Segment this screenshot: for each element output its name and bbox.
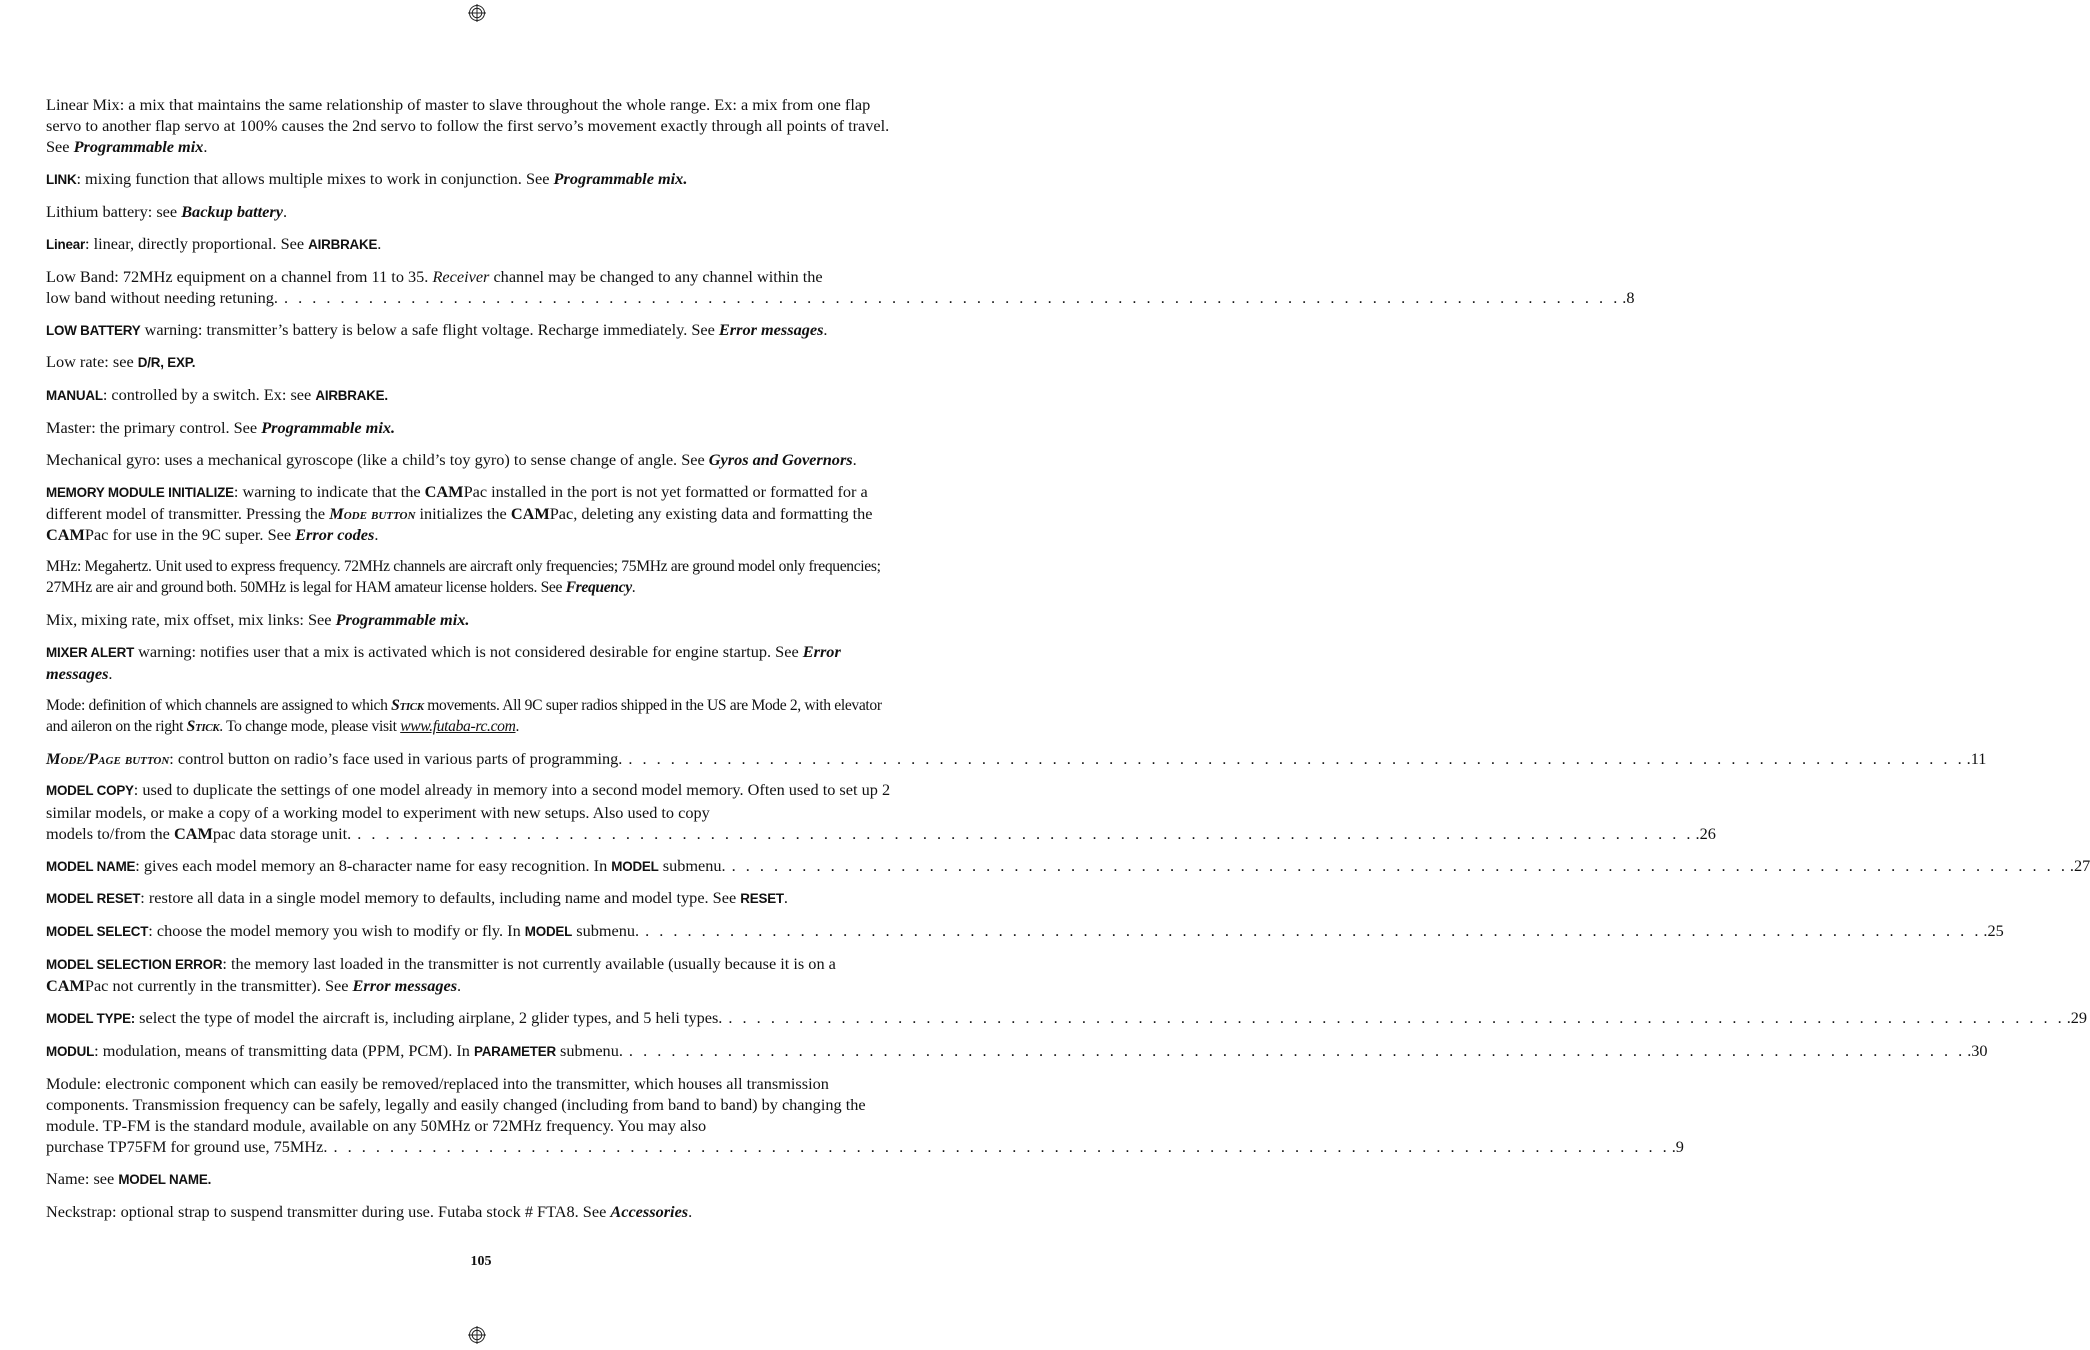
entry-mix: Mix, mixing rate, mix offset, mix links: See Programmable mix. <box>46 609 470 629</box>
term: MEMORY MODULE INITIALIZE <box>46 484 234 500</box>
term: MODEL COPY <box>46 783 134 799</box>
page-number: 105 <box>470 1254 492 1269</box>
page-reference: .26 <box>1695 823 1716 843</box>
cross-reference: Programmable mix. <box>335 609 470 629</box>
entry-manual: MANUAL: controlled by a switch. Ex: see AIRBRAKE. <box>46 385 388 405</box>
entry-model-select: MODEL SELECT: choose the model memory you wish to modify or fly. In MODEL submenu. . . . . . . . . . . . . . . . . . . . . . . . . . . . . . . . . . . . . . . . . . . . . . . . . . . . . . . . . . . . . . . . . . . . . . . . . . . . . . . . . . . . . . . . . . . . . . . . .25 <box>46 921 2004 941</box>
cross-reference: Error messages <box>46 641 841 683</box>
page-reference: .9 <box>1671 1137 1684 1157</box>
registration-mark-icon <box>468 1326 486 1344</box>
futaba-website-link[interactable]: www.futaba-rc.com <box>400 717 516 735</box>
leader-dots: . . . . . . . . . . . . . . . . . . . . . . . . . . . . . . . . . . . . . . . . . . . . . . . . . . . . . . . . . . . . . . . . . . . . . . . . . . . . . . . . . . . . . . . . . . . . . . . <box>357 823 1694 843</box>
term: MIXER ALERT <box>46 644 135 660</box>
entry-low-rate: Low rate: see D/R, EXP. <box>46 352 196 372</box>
page-reference: .29 <box>2066 1007 2088 1027</box>
cross-reference: Error codes <box>295 524 375 544</box>
entry-lithium-battery: Lithium battery: see Backup battery. <box>46 202 288 221</box>
entry-memory-module-initialize: MEMORY MODULE INITIALIZE: warning to indicate that the CAMPac installed in the port is not yet formatted or formatted for a different model of transmitter. Pressing the Mode button initializes the CAMPac, deleting any existing data and formatting the CAMPac for use in the 9C super. See Error codes. <box>46 481 873 544</box>
entry-mechanical-gyro: Mechanical gyro: uses a mechanical gyroscope (like a child’s toy gyro) to sense change of angle. See Gyros and Governors. <box>46 449 857 469</box>
leader-dots: . . . . . . . . . . . . . . . . . . . . . . . . . . . . . . . . . . . . . . . . . . . . . . . . . . . . . . . . . . . . . . . . . . . . . . . . . . . . . . . . . . . . . . . . . . . . . . . <box>731 855 2068 875</box>
entry-model-type: MODEL TYPE: select the type of model the aircraft is, including airplane, 2 glider types, and 5 heli types. . . . . . . . . . . . . . . . . . . . . . . . . . . . . . . . . . . . . . . . . . . . . . . . . . . . . . . . . . . . . . . . . . . . . . . . . . . . . . . . . . . . . . . . . . . . . . . . .29 <box>46 1007 2088 1027</box>
term: MODEL RESET <box>46 891 141 907</box>
entry-model-reset: MODEL RESET: restore all data in a single model memory to defaults, including name and model type. See RESET. <box>46 888 788 908</box>
page-reference: .8 <box>1622 287 1635 307</box>
page-reference: .11 <box>1966 748 1987 768</box>
term: LINK <box>46 172 77 188</box>
cross-reference: D/R, EXP. <box>137 355 196 371</box>
cross-reference: Error messages <box>718 319 824 339</box>
cross-reference: Programmable mix. <box>261 417 396 437</box>
cross-reference: Accessories <box>610 1201 689 1221</box>
cross-reference: AIRBRAKE <box>308 236 378 252</box>
term: MODUL <box>46 1043 95 1059</box>
term: MODEL TYPE: <box>46 1010 136 1026</box>
button-reference: Mode button <box>329 503 416 523</box>
leader-dots: . . . . . . . . . . . . . . . . . . . . . . . . . . . . . . . . . . . . . . . . . . . . . . . . . . . . . . . . . . . . . . . . . . . . . . . . . . . . . . . . . . . . . . . . . . . . . . . <box>628 748 1965 768</box>
leader-dots: . . . . . . . . . . . . . . . . . . . . . . . . . . . . . . . . . . . . . . . . . . . . . . . . . . . . . . . . . . . . . . . . . . . . . . . . . . . . . . . . . . . . . . . . . . . . . . . <box>628 1040 1966 1060</box>
registration-mark-icon <box>468 4 486 22</box>
entry-module: Module: electronic component which can easily be removed/replaced into the transmitter, which houses all transmission components. Transmission frequency can be safely, legally and easily changed (including from band to band) by changing the module. TP-FM is the standard module, available on any 50MHz or 72MHz frequency. You may also purchase TP75FM for ground use, 75MHz. . . . . . . . . . . . . . . . . . . . . . . . . . . . . . . . . . . . . . . . . . . . . . . . . . . . . . . . . . . . . . . . . . . . . . . . . . . . . . . . . . . . . . . . . . . . . . . . .9 <box>46 1073 1684 1157</box>
term: MANUAL <box>46 388 103 404</box>
entry-name: Name: see MODEL NAME. <box>46 1168 212 1188</box>
term: LOW BATTERY <box>46 322 141 338</box>
entry-low-band: Low Band: 72MHz equipment on a channel from 11 to 35. Receiver channel may be changed to any channel within the low band without needing retuning. . . . . . . . . . . . . . . . . . . . . . . . . . . . . . . . . . . . . . . . . . . . . . . . . . . . . . . . . . . . . . . . . . . . . . . . . . . . . . . . . . . . . . . . . . . . . . . . .8 <box>46 266 1635 307</box>
cross-reference: Gyros and Governors <box>708 449 853 469</box>
term: Mode/Page button <box>46 748 170 768</box>
page-reference: .30 <box>1967 1040 1988 1060</box>
page-reference: .27 <box>2069 855 2090 875</box>
leader-dots: . . . . . . . . . . . . . . . . . . . . . . . . . . . . . . . . . . . . . . . . . . . . . . . . . . . . . . . . . . . . . . . . . . . . . . . . . . . . . . . . . . . . . . . . . . . . . . . <box>333 1137 1670 1157</box>
term: MODEL SELECT <box>46 924 149 940</box>
entry-modul: MODUL: modulation, means of transmitting data (PPM, PCM). In PARAMETER submenu. . . . . . . . . . . . . . . . . . . . . . . . . . . . . . . . . . . . . . . . . . . . . . . . . . . . . . . . . . . . . . . . . . . . . . . . . . . . . . . . . . . . . . . . . . . . . . . . .30 <box>46 1040 1988 1060</box>
entry-low-battery: LOW BATTERY warning: transmitter’s battery is below a safe flight voltage. Recharge immediately. See Error messages. <box>46 319 828 339</box>
page-reference: .25 <box>1983 921 2004 941</box>
cross-reference: AIRBRAKE. <box>315 388 388 404</box>
cross-reference: MODEL NAME. <box>118 1171 212 1187</box>
entry-model-name: MODEL NAME: gives each model memory an 8-character name for easy recognition. In MODEL submenu. . . . . . . . . . . . . . . . . . . . . . . . . . . . . . . . . . . . . . . . . . . . . . . . . . . . . . . . . . . . . . . . . . . . . . . . . . . . . . . . . . . . . . . . . . . . . . . . .27 <box>46 855 2090 875</box>
cross-reference: Error messages <box>352 976 458 996</box>
cross-reference: Programmable mix. <box>553 169 688 189</box>
entry-link: LINK: mixing function that allows multiple mixes to work in conjunction. See Programmable mix. <box>46 169 688 189</box>
entry-mode: Mode: definition of which channels are assigned to which Stick movements. All 9C super radios shipped in the US are Mode 2, with elevator and aileron on the right Stick. To change mode, please visit www.futaba-rc.com. <box>46 696 882 735</box>
entry-linear-mix: Linear Mix: a mix that maintains the same relationship of master to slave throughout the whole range. Ex: a mix from one flap servo to another flap servo at 100% causes the 2nd servo to follow the first servo’s movement exactly through all points of travel. See Programmable mix. <box>46 95 890 157</box>
entry-linear: Linear: linear, directly proportional. See AIRBRAKE. <box>46 233 382 253</box>
cross-reference: RESET <box>740 891 784 907</box>
leader-dots: . . . . . . . . . . . . . . . . . . . . . . . . . . . . . . . . . . . . . . . . . . . . . . . . . . . . . . . . . . . . . . . . . . . . . . . . . . . . . . . . . . . . . . . . . . . . . . . <box>645 921 1982 941</box>
entry-model-selection-error: MODEL SELECTION ERROR: the memory last loaded in the transmitter is not currently available (usually because it is on a CAMPac not currently in the transmitter). See Error messages. <box>46 953 836 996</box>
term: MODEL NAME <box>46 858 136 874</box>
cross-reference: Backup battery <box>181 202 283 221</box>
leader-dots: . . . . . . . . . . . . . . . . . . . . . . . . . . . . . . . . . . . . . . . . . . . . . . . . . . . . . . . . . . . . . . . . . . . . . . . . . . . . . . . . . . . . . . . . . . . . . . . <box>283 287 1621 307</box>
entry-mode-page-button: Mode/Page button: control button on radio’s face used in various parts of programming. . . . . . . . . . . . . . . . . . . . . . . . . . . . . . . . . . . . . . . . . . . . . . . . . . . . . . . . . . . . . . . . . . . . . . . . . . . . . . . . . . . . . . . . . . . . . . . . .11 <box>46 748 1987 768</box>
entry-model-copy: MODEL COPY: used to duplicate the settings of one model already in memory into a second model memory. Often used to set up 2 similar models, or make a copy of a working model to experiment with new setups. Also used to copy models to/from the CAMpac data storage unit. . . . . . . . . . . . . . . . . . . . . . . . . . . . . . . . . . . . . . . . . . . . . . . . . . . . . . . . . . . . . . . . . . . . . . . . . . . . . . . . . . . . . . . . . . . . . . . . .26 <box>46 780 1716 843</box>
entry-neckstrap: Neckstrap: optional strap to suspend transmitter during use. Futaba stock # FTA8. See Accessories. <box>46 1201 693 1221</box>
entry-master: Master: the primary control. See Programmable mix. <box>46 417 396 437</box>
glossary-content <box>46 94 2090 1233</box>
entry-mhz: MHz: Megahertz. Unit used to express frequency. 72MHz channels are aircraft only frequencies; 75MHz are ground model only frequencies; 27MHz are air and ground both. 50MHz is legal for HAM amateur license holders. See Frequency. <box>46 557 881 596</box>
entry-mixer-alert: MIXER ALERT warning: notifies user that a mix is activated which is not considered desirable for engine startup. See Error messages. <box>46 641 841 683</box>
leader-dots: . . . . . . . . . . . . . . . . . . . . . . . . . . . . . . . . . . . . . . . . . . . . . . . . . . . . . . . . . . . . . . . . . . . . . . . . . . . . . . . . . . . . . . . . . . . . . . . <box>728 1007 2065 1027</box>
cross-reference: Frequency <box>565 578 632 596</box>
cross-reference: Programmable mix <box>73 137 204 157</box>
term: Linear <box>46 236 85 252</box>
term: MODEL SELECTION ERROR <box>46 956 223 972</box>
